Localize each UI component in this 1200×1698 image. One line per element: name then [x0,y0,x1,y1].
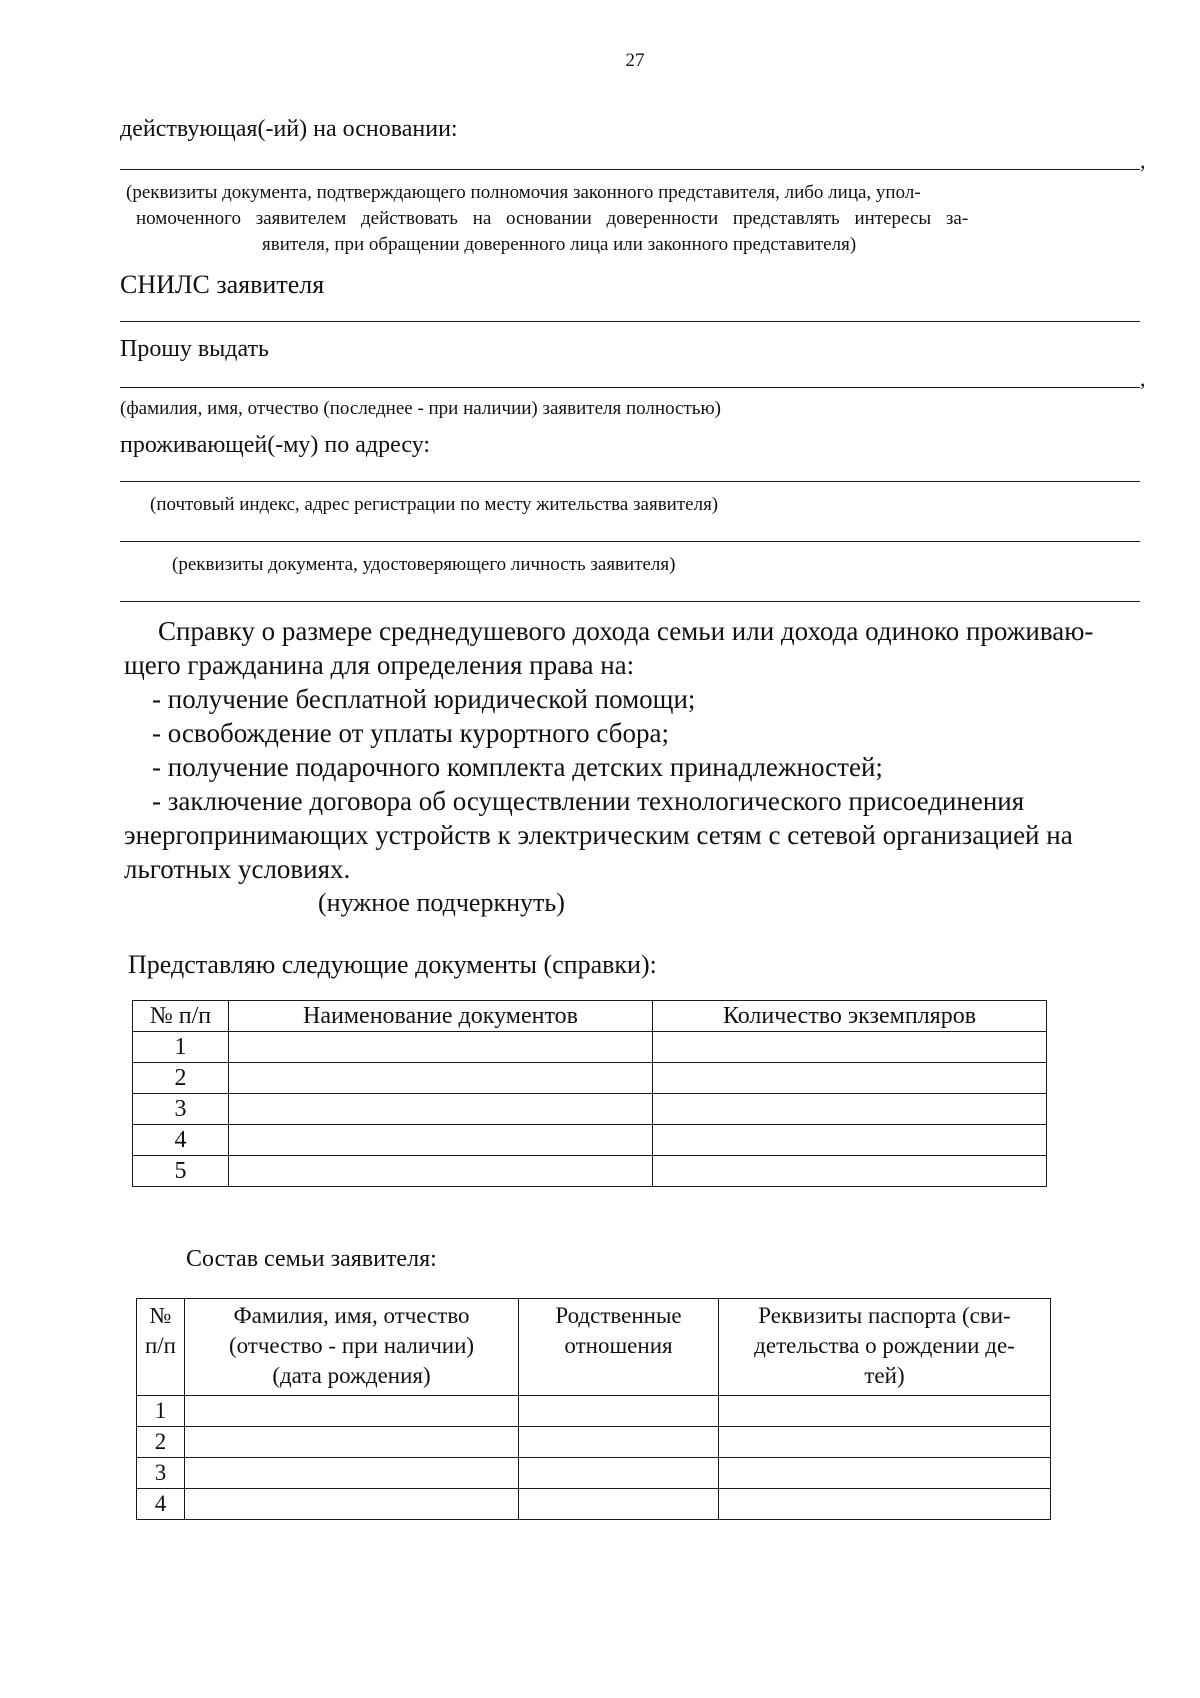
document-count-cell[interactable] [653,1032,1047,1063]
document-name-cell[interactable] [229,1032,653,1063]
family-passport-cell[interactable] [719,1427,1051,1458]
family-col-name-line-3: (дата рождения) [272,1363,431,1388]
certificate-item-3: - получение подарочного комплекта детских принадлежностей; [152,752,883,782]
documents-col-name: Наименование документов [229,1001,653,1032]
row-number: 3 [137,1458,185,1489]
family-col-relation-line-2: отношения [564,1333,673,1358]
id-caption: (реквизиты документа, удостоверяющего личность заявителя) [172,554,676,575]
id-input-line[interactable] [120,541,1140,542]
family-name-cell[interactable] [185,1427,519,1458]
certificate-line-2: щего гражданина для определения права на: [124,650,635,680]
documents-heading: Представляю следующие документы (справки): [128,950,657,979]
row-number: 2 [137,1427,185,1458]
name-caption: (фамилия, имя, отчество (последнее - при наличии) заявителя полностью) [120,398,721,419]
family-col-number-line-2: п/п [144,1333,176,1358]
family-col-passport-line-3: тей) [864,1363,905,1388]
document-name-cell[interactable] [229,1063,653,1094]
certificate-item-4: - заключение договора об осуществлении технологического присоединения [152,786,1025,816]
table-row [133,1032,1047,1063]
comma-mark-2: , [1140,366,1146,391]
table-row [133,1156,1047,1187]
family-col-relation-line-1: Родственные [555,1303,682,1328]
snils-input-line[interactable] [120,321,1140,322]
family-relation-cell[interactable] [519,1396,719,1427]
family-relation-cell[interactable] [519,1458,719,1489]
family-name-cell[interactable] [185,1396,519,1427]
table-row [137,1489,1051,1520]
family-header-row [137,1299,1051,1396]
row-number: 4 [137,1489,185,1520]
family-col-number-line-1: № [149,1303,172,1328]
table-row [137,1458,1051,1489]
name-input-line[interactable] [120,387,1140,388]
documents-table [132,1000,1047,1187]
family-col-passport [719,1299,1051,1396]
request-label: Прошу выдать [120,336,269,362]
row-number: 1 [137,1396,185,1427]
certificate-item-1: - получение бесплатной юридической помощи; [152,684,696,714]
family-name-cell[interactable] [185,1458,519,1489]
row-number: 2 [133,1063,229,1094]
table-row [137,1396,1051,1427]
row-number: 4 [133,1125,229,1156]
snils-label: СНИЛС заявителя [120,270,325,299]
row-number: 3 [133,1094,229,1125]
table-row [133,1063,1047,1094]
family-name-cell[interactable] [185,1489,519,1520]
underline-note: (нужное подчеркнуть) [318,888,565,917]
basis-caption-line-1: (реквизиты документа, подтверждающего полномочия законного представителя, либо лица, упол- [126,182,921,203]
family-col-name [185,1299,519,1396]
address-label: проживающей(-му) по адресу: [120,432,431,458]
family-relation-cell[interactable] [519,1489,719,1520]
family-passport-cell[interactable] [719,1396,1051,1427]
document-count-cell[interactable] [653,1063,1047,1094]
family-col-relation [519,1299,719,1396]
document-count-cell[interactable] [653,1156,1047,1187]
family-passport-cell[interactable] [719,1489,1051,1520]
table-row [133,1125,1047,1156]
documents-header-row [133,1001,1047,1032]
row-number: 5 [133,1156,229,1187]
address-caption: (почтовый индекс, адрес регистрации по месту жительства заявителя) [150,494,719,515]
document-count-cell[interactable] [653,1125,1047,1156]
row-number: 1 [133,1032,229,1063]
certificate-item-2: - освобождение от уплаты курортного сбора; [152,718,669,748]
document-name-cell[interactable] [229,1094,653,1125]
certificate-item-4-cont: энергопринимающих устройств к электрическим сетям с сетевой организацией на [124,820,1073,850]
address-input-line[interactable] [120,481,1140,482]
family-col-number [137,1299,185,1396]
family-col-name-line-1: Фамилия, имя, отчество [233,1303,470,1328]
documents-col-number: № п/п [133,1001,229,1032]
family-col-name-line-2: (отчество - при наличии) [228,1333,475,1358]
certificate-item-4-end: льготных условиях. [124,854,351,884]
basis-caption-line-2: номоченного заявителем действовать на основании доверенности представлять интересы за- [136,208,969,229]
table-row [133,1094,1047,1125]
document-name-cell[interactable] [229,1125,653,1156]
documents-col-count: Количество экземпляров [653,1001,1047,1032]
extra-input-line[interactable] [120,601,1140,602]
basis-caption-line-3: явителя, при обращении доверенного лица или законного представителя) [262,234,857,255]
family-table [136,1298,1051,1520]
comma-mark: , [1140,148,1146,173]
table-row [137,1427,1051,1458]
family-relation-cell[interactable] [519,1427,719,1458]
document-count-cell[interactable] [653,1094,1047,1125]
family-passport-cell[interactable] [719,1458,1051,1489]
family-col-passport-line-2: детельства о рождении де- [754,1333,1015,1358]
basis-input-line[interactable] [120,169,1140,170]
page-number: 27 [625,50,645,71]
family-col-passport-line-1: Реквизиты паспорта (сви- [758,1303,1011,1328]
family-heading: Состав семьи заявителя: [186,1246,437,1272]
certificate-line-1: Справку о размере среднедушевого дохода семьи или дохода одиноко проживаю- [158,616,1094,646]
document-name-cell[interactable] [229,1156,653,1187]
basis-label: действующая(-ий) на основании: [120,116,458,142]
